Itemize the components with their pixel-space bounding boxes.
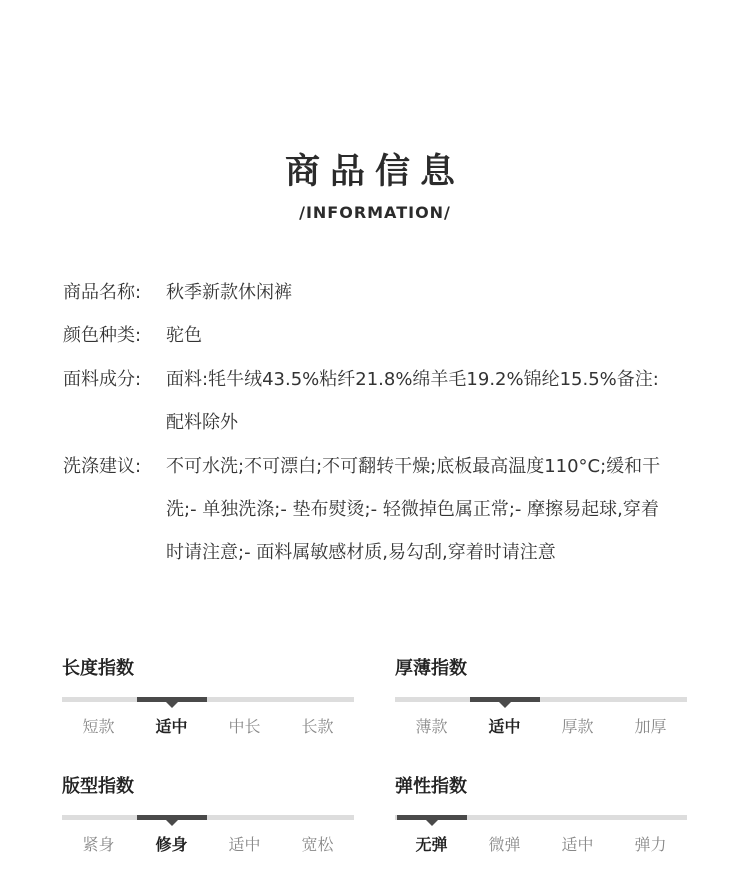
metric-title: 厚薄指数 xyxy=(395,658,467,679)
metric-indicator xyxy=(470,697,540,702)
metric-options xyxy=(395,715,687,739)
info-value xyxy=(166,445,696,574)
metric-track xyxy=(62,815,354,820)
info-value-line: 秋季新款休闲裤 xyxy=(166,282,292,303)
metric-indicator xyxy=(397,815,467,820)
metric-option: 微弹 xyxy=(488,835,521,854)
metric-option: 厚款 xyxy=(561,717,594,736)
metric-title: 长度指数 xyxy=(62,658,134,679)
metric-options xyxy=(62,715,354,739)
section-subtitle: /INFORMATION/ xyxy=(299,203,451,222)
info-value-line: 洗;- 单独洗涤;- 垫布熨烫;- 轻微掉色属正常;- 摩擦易起球,穿着 xyxy=(166,499,659,520)
info-value xyxy=(166,271,696,314)
info-label: 商品名称: xyxy=(63,282,142,303)
metric-option: 弹力 xyxy=(634,835,667,854)
pointer-triangle-icon xyxy=(499,702,511,708)
metric-option: 短款 xyxy=(82,717,115,736)
metric-option: 适中 xyxy=(561,835,594,854)
metric-option: 适中 xyxy=(228,835,261,854)
metric-option: 中长 xyxy=(228,717,261,736)
info-label: 面料成分: xyxy=(63,369,142,390)
info-value xyxy=(166,314,696,357)
metric-option: 修身 xyxy=(155,835,188,854)
metric-indicator xyxy=(137,697,207,702)
metric-options xyxy=(62,833,354,857)
metric-option: 宽松 xyxy=(301,835,334,854)
pointer-triangle-icon xyxy=(426,820,438,826)
metric-option: 适中 xyxy=(155,717,188,736)
info-value-line: 配料除外 xyxy=(166,412,238,433)
pointer-triangle-icon xyxy=(166,702,178,708)
metric-option: 薄款 xyxy=(415,717,448,736)
info-value-line: 时请注意;- 面料属敏感材质,易勾刮,穿着时请注意 xyxy=(166,542,556,563)
metric-option: 加厚 xyxy=(634,717,667,736)
metric-title: 版型指数 xyxy=(62,776,134,797)
metric-track xyxy=(395,697,687,702)
metric-options xyxy=(395,833,687,857)
metric-title: 弹性指数 xyxy=(395,776,467,797)
info-value-line: 面料:牦牛绒43.5%粘纤21.8%绵羊毛19.2%锦纶15.5%备注: xyxy=(166,369,659,390)
metric-indicator xyxy=(137,815,207,820)
info-label: 颜色种类: xyxy=(63,325,142,346)
metric-option: 适中 xyxy=(488,717,521,736)
metric-option: 无弹 xyxy=(415,835,448,854)
info-label: 洗涤建议: xyxy=(63,456,142,477)
metric-track xyxy=(395,815,687,820)
metric-track xyxy=(62,697,354,702)
metric-option: 紧身 xyxy=(82,835,115,854)
metric-option: 长款 xyxy=(301,717,334,736)
section-title: 商品信息 xyxy=(284,152,465,192)
info-value-line: 不可水洗;不可漂白;不可翻转干燥;底板最高温度110°C;缓和干 xyxy=(166,456,661,477)
info-value-line: 驼色 xyxy=(166,325,202,346)
info-value xyxy=(166,358,696,444)
pointer-triangle-icon xyxy=(166,820,178,826)
